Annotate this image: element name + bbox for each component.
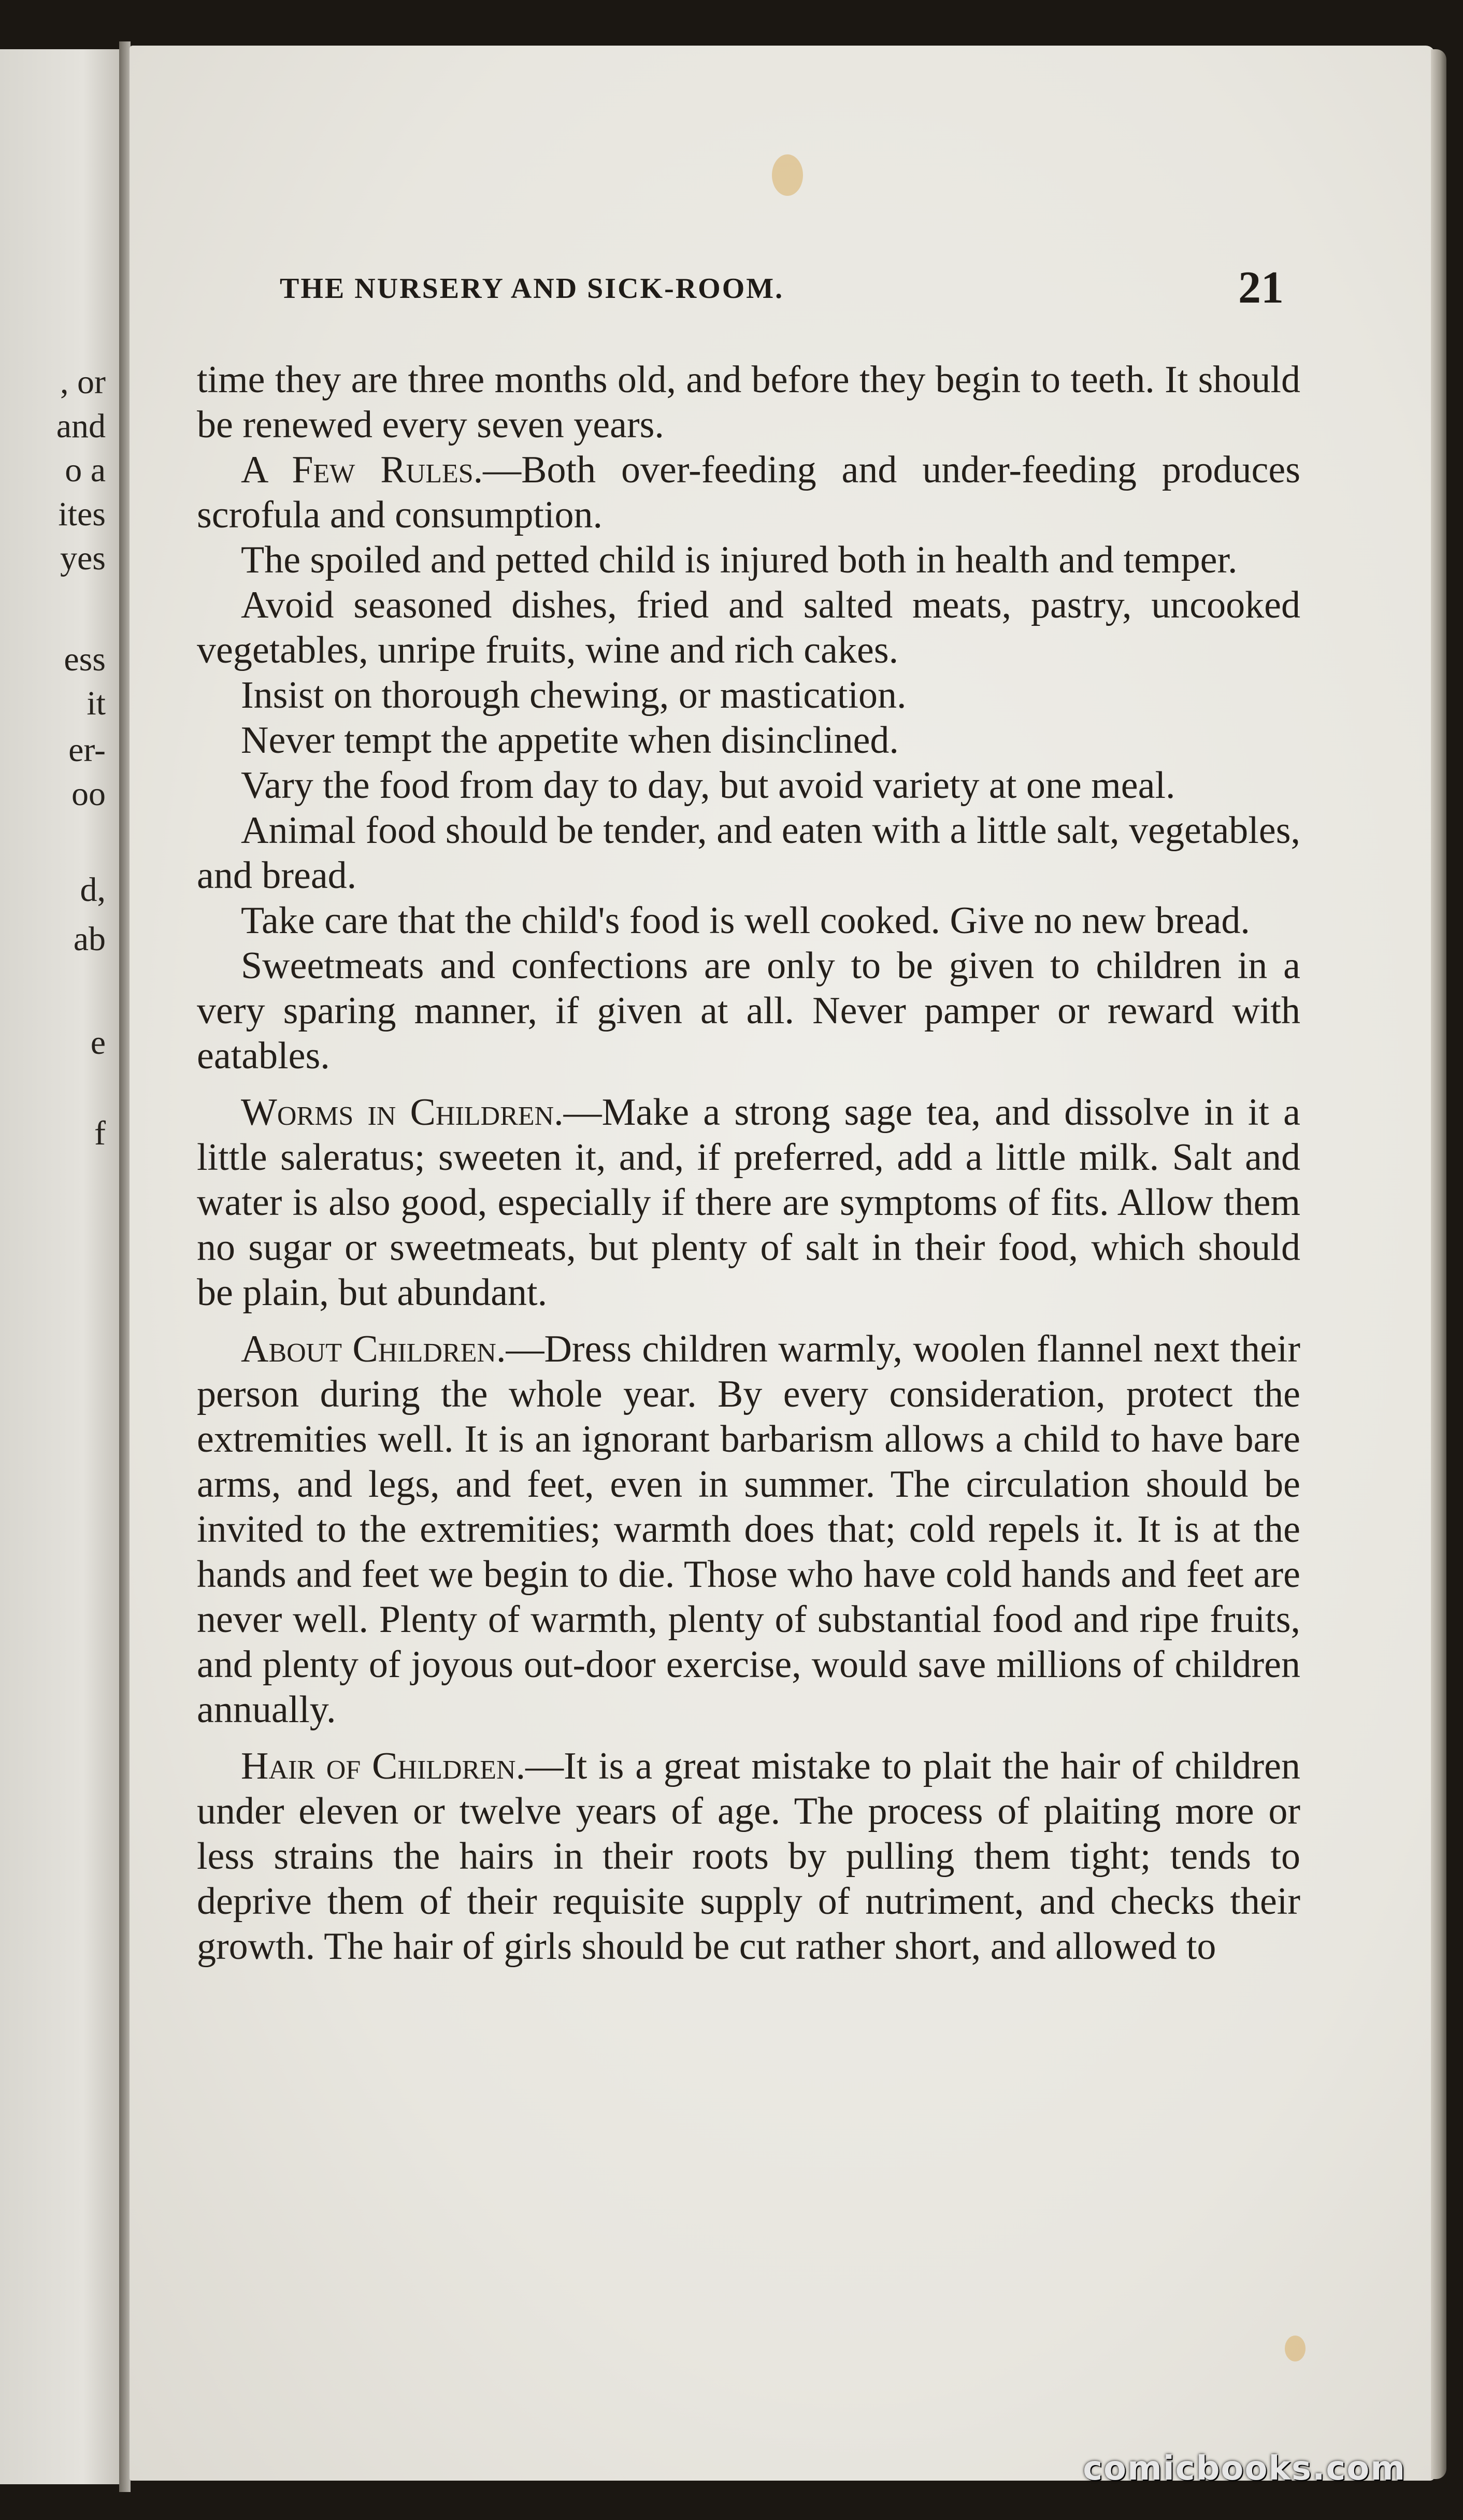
facing-page-fragment: f bbox=[94, 1114, 106, 1152]
section-heading: A Few Rules. bbox=[241, 449, 483, 491]
page-number: 21 bbox=[1238, 263, 1284, 313]
paragraph-text: —Both over-feeding and under-feeding produces scrofula and consumption. bbox=[197, 449, 1300, 536]
facing-page-fragment: o a bbox=[65, 451, 106, 489]
paragraph bbox=[197, 1090, 1300, 1315]
facing-page-fragment: e bbox=[90, 1024, 106, 1062]
paragraph-text: —Make a strong sage tea, and dissolve in it a little saleratus; sweeten it, and, if preferred, add a little milk. Salt and water is also good, especially if there are symptoms of fits. Allow them no sugar or sweetmeats, but plenty of salt in their food, which should be plain, but abundant. bbox=[197, 1091, 1300, 1314]
watermark: comicbooks.com bbox=[1083, 2450, 1406, 2488]
running-title: THE NURSERY AND SICK-ROOM. bbox=[280, 273, 784, 305]
facing-page-fragment: , or bbox=[60, 363, 106, 401]
facing-page-fragment: yes bbox=[60, 539, 106, 577]
section-heading: Hair of Children. bbox=[241, 1745, 526, 1787]
section-heading: Worms in Children. bbox=[241, 1091, 564, 1134]
facing-page-fragment: d, bbox=[80, 871, 106, 909]
paragraph-text: —It is a great mistake to plait the hair of children under eleven or twelve years of age. The process of plaiting more or less strains the hairs in their roots by pulling them tight; tends to deprive them of their requisite supply of nutriment, and checks their growth. The hair of girls should be cut rather short, and allowed to bbox=[197, 1745, 1300, 1968]
body-text bbox=[197, 357, 1300, 1969]
section-heading: About Children. bbox=[241, 1328, 506, 1370]
facing-page bbox=[0, 49, 122, 2484]
foxing-spot bbox=[1285, 2336, 1306, 2361]
paragraph-text: —Dress children warmly, woolen flannel next their person during the whole year. By every consideration, protect the extremities well. It is an ignorant barbarism allows a child to have bare arms, and legs, and feet, even in summer. The circulation should be invited to the extremities; warmth does that; cold repels it. It is at the hands and feet we begin to die. Those who have cold hands and feet are never well. Plenty of warmth, plenty of substantial food and ripe fruits, and plenty of joyous out-door exercise, would save millions of children annually. bbox=[197, 1328, 1300, 1731]
paragraph bbox=[197, 448, 1300, 538]
page-edge bbox=[1431, 49, 1446, 2479]
facing-page-fragment: oo bbox=[71, 775, 106, 813]
paragraph: The spoiled and petted child is injured both in health and temper. bbox=[241, 539, 1238, 581]
paragraph: Take care that the child's food is well cooked. Give no new bread. bbox=[241, 899, 1250, 942]
facing-page-fragment: it bbox=[87, 684, 106, 722]
paragraph: Insist on thorough chewing, or mastication. bbox=[241, 674, 907, 717]
facing-page-fragment: ites bbox=[58, 495, 106, 533]
paragraph: Avoid seasoned dishes, fried and salted meats, pastry, uncooked vegetables, unripe fruits, wine and rich cakes. bbox=[197, 584, 1300, 671]
paragraph: Animal food should be tender, and eaten with a little salt, vegetables, and bread. bbox=[197, 809, 1300, 897]
foxing-spot bbox=[772, 154, 803, 196]
paragraph bbox=[197, 1744, 1300, 1969]
paragraph: Sweetmeats and confections are only to be given to children in a very sparing manner, if given at all. Never pamper or reward with eatables. bbox=[197, 944, 1300, 1077]
facing-page-fragment: ab bbox=[73, 920, 106, 958]
paragraph: time they are three months old, and before they begin to teeth. It should be renewed every seven years. bbox=[197, 359, 1300, 446]
paragraph bbox=[197, 1327, 1300, 1732]
book-spine bbox=[119, 41, 131, 2492]
paragraph: Never tempt the appetite when disinclined. bbox=[241, 719, 899, 762]
facing-page-fragment: and bbox=[56, 407, 106, 445]
facing-page-fragment: er- bbox=[68, 731, 106, 769]
facing-page-fragment: ess bbox=[64, 640, 106, 678]
paragraph: Vary the food from day to day, but avoid variety at one meal. bbox=[241, 764, 1175, 807]
